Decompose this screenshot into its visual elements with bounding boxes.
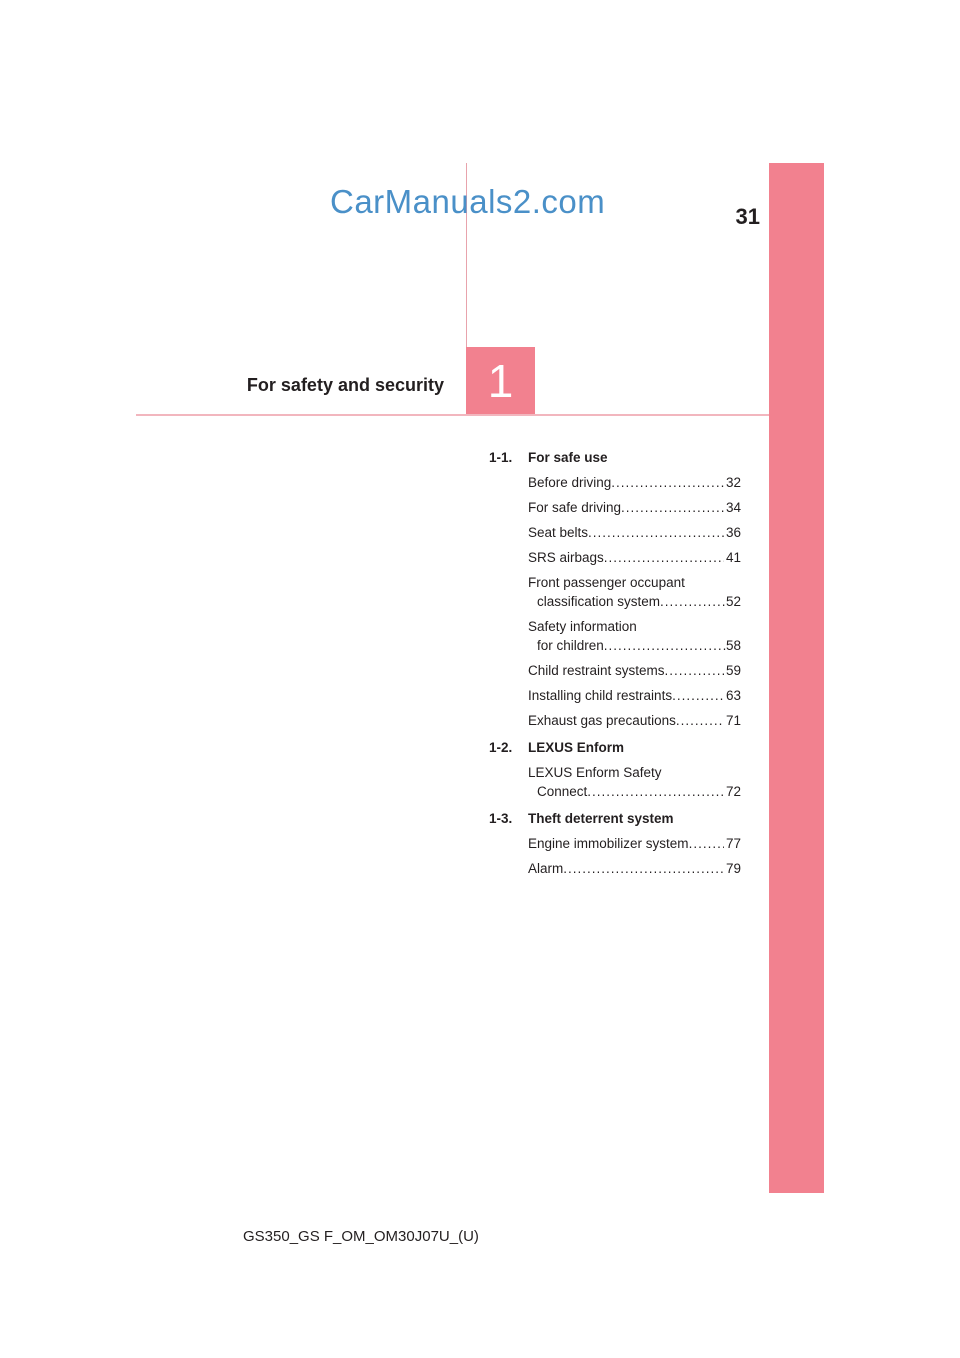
toc-entry-page: 41 (725, 550, 741, 565)
dot-leader (587, 782, 726, 801)
toc-entry-label-cont: for children (537, 638, 604, 653)
toc-section-title: Theft deterrent system (528, 811, 674, 826)
toc-entry-label: Alarm (528, 861, 564, 876)
dot-leader (604, 636, 726, 655)
toc-entry-page: 79 (725, 861, 741, 876)
document-code: GS350_GS F_OM_OM30J07U_(U) (243, 1228, 479, 1245)
toc-entry-page: 72 (725, 784, 741, 799)
toc-entry-label: Safety information (528, 619, 637, 634)
dot-leader (563, 859, 724, 878)
toc-entry-page: 52 (725, 594, 741, 609)
toc-entry[interactable] (528, 763, 741, 801)
toc-entry[interactable] (528, 548, 741, 567)
toc-entry[interactable] (528, 834, 741, 853)
toc-entry-page: 32 (725, 475, 741, 490)
dot-leader (689, 834, 724, 853)
toc-entry-page: 77 (725, 836, 741, 851)
toc-entry-label-cont: Connect (537, 784, 588, 799)
toc-entry-label: Exhaust gas precautions (528, 713, 676, 728)
toc-entry[interactable] (528, 617, 741, 655)
toc-entry[interactable] (528, 473, 741, 492)
dot-leader (660, 592, 726, 611)
toc-entry-continuation (537, 636, 741, 655)
toc-entry[interactable] (528, 498, 741, 517)
dot-leader (611, 473, 724, 492)
dot-leader (604, 548, 724, 567)
toc-entry-page: 59 (725, 663, 741, 678)
dot-leader (621, 498, 724, 517)
toc-section-title: LEXUS Enform (528, 740, 625, 755)
toc-entry-page: 71 (725, 713, 741, 728)
toc-section-heading (489, 448, 741, 467)
toc-entry[interactable] (528, 523, 741, 542)
toc-entry-continuation (537, 592, 741, 611)
toc-section-number: 1-3. (489, 811, 513, 826)
toc-entry-label: For safe driving (528, 500, 622, 515)
toc-entry-label: Child restraint systems (528, 663, 665, 678)
toc-entry[interactable] (528, 573, 741, 611)
toc-entry-label: Front passenger occupant (528, 575, 685, 590)
watermark: CarManuals2.com (330, 183, 606, 220)
toc-entry[interactable] (528, 686, 741, 705)
toc-entry-label: Installing child restraints (528, 688, 673, 703)
toc-entry-label: Before driving (528, 475, 612, 490)
toc-section-heading (489, 809, 741, 828)
table-of-contents (489, 448, 741, 884)
chapter-rule (136, 414, 769, 416)
toc-entry-label: Engine immobilizer system (528, 836, 689, 851)
toc-entry[interactable] (528, 859, 741, 878)
toc-entry-page: 58 (725, 638, 741, 653)
toc-entry-label: SRS airbags (528, 550, 604, 565)
dot-leader (665, 661, 724, 680)
dot-leader (672, 686, 724, 705)
toc-section-number: 1-2. (489, 740, 513, 755)
dot-leader (588, 523, 724, 542)
toc-entry-label: LEXUS Enform Safety (528, 765, 662, 780)
page-number: 31 (735, 204, 760, 229)
side-tab-bar (769, 163, 824, 1193)
toc-section-title: For safe use (528, 450, 608, 465)
toc-entry-page: 36 (725, 525, 741, 540)
toc-entry-label-cont: classification system (537, 594, 661, 609)
toc-section-heading (489, 738, 741, 757)
toc-entry-continuation (537, 782, 741, 801)
toc-entry-label: Seat belts (528, 525, 589, 540)
toc-entry[interactable] (528, 711, 741, 730)
dot-leader (676, 711, 724, 730)
toc-entry[interactable] (528, 661, 741, 680)
chapter-title: For safety and security (246, 375, 444, 395)
toc-entry-page: 34 (725, 500, 741, 515)
chapter-number-box: 1 (466, 347, 535, 416)
toc-section-number: 1-1. (489, 450, 513, 465)
toc-entry-page: 63 (725, 688, 741, 703)
